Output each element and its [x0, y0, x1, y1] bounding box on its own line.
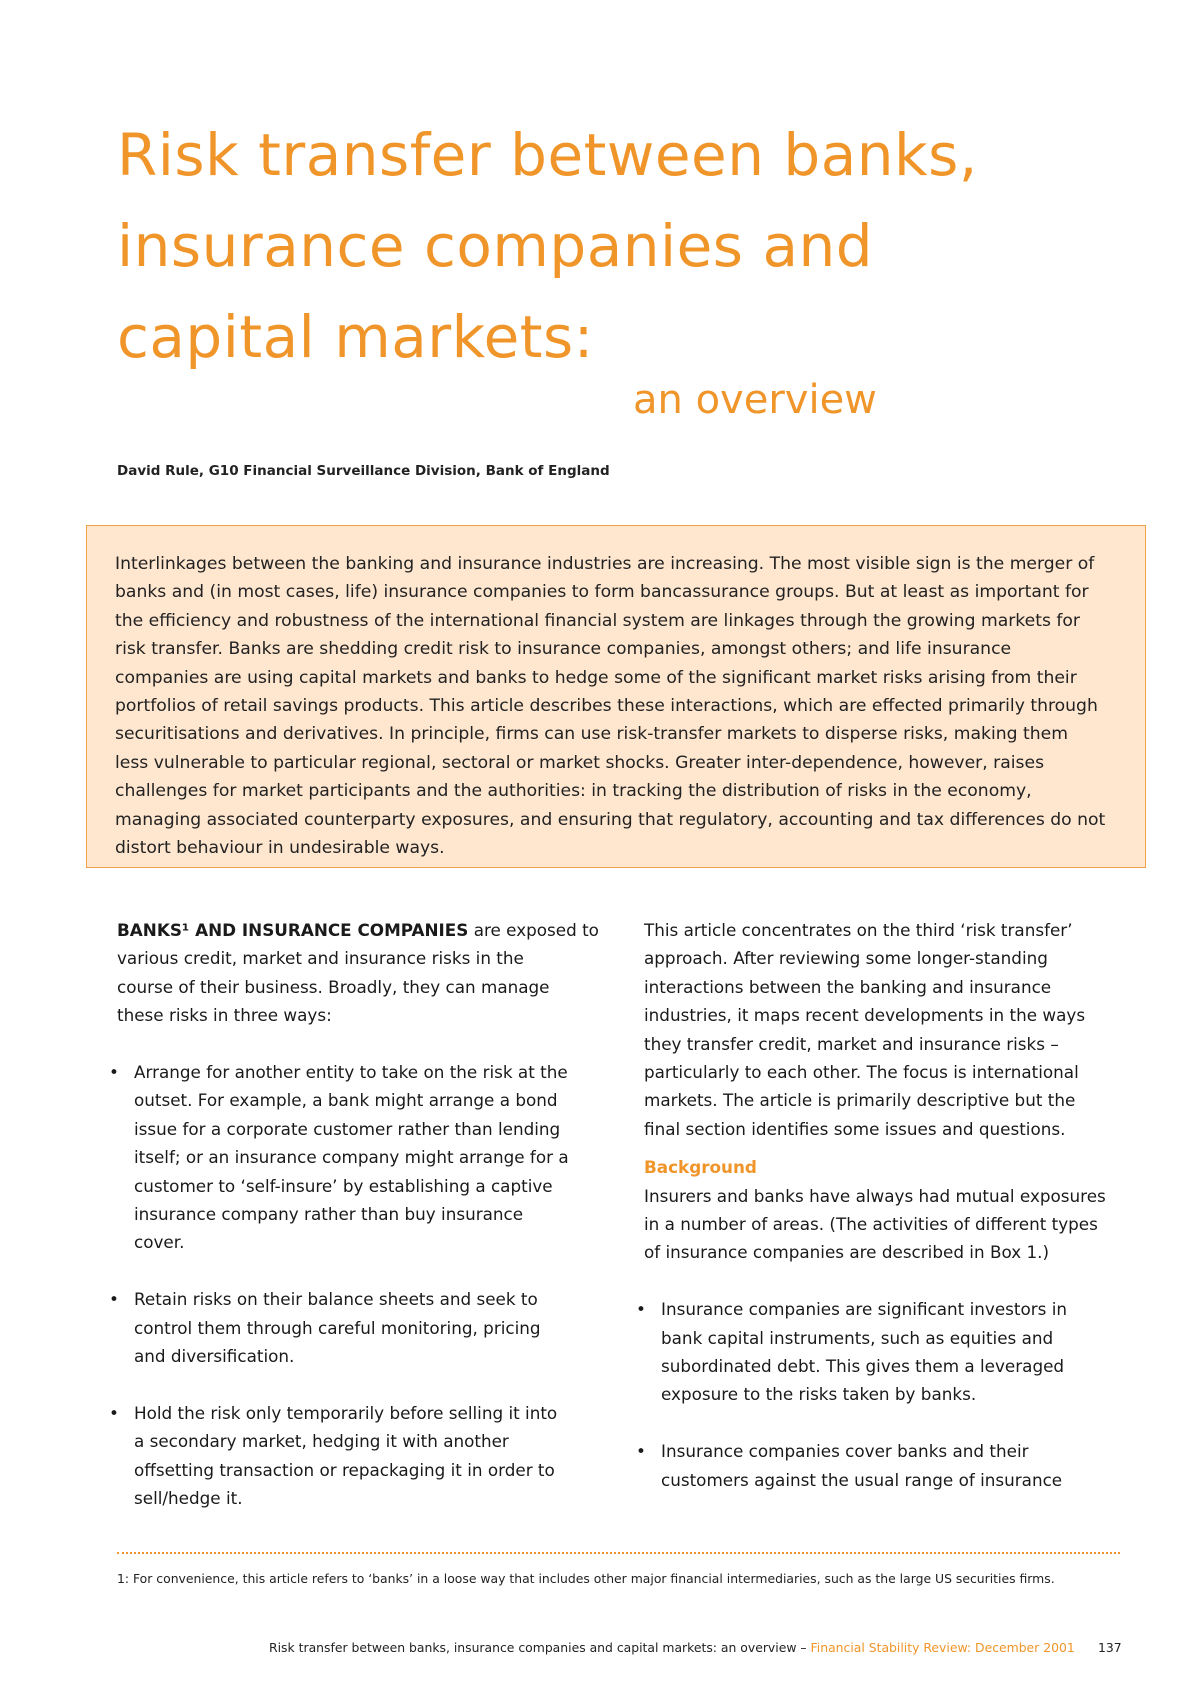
bullet-icon: •: [636, 1441, 646, 1462]
text-line: of insurance companies are described in Box 1.): [644, 1242, 1050, 1263]
bullet-item: [109, 1285, 597, 1370]
bullet-icon: •: [109, 1289, 119, 1310]
bullet-icon: •: [636, 1299, 646, 1320]
page-number: 137: [1098, 1640, 1122, 1655]
abstract-line: managing associated counterparty exposures, and ensuring that regulatory, accounting and tax differences do not: [115, 809, 1106, 830]
text-line: This article concentrates on the third ‘risk transfer’: [644, 920, 1073, 940]
text-line: sell/hedge it.: [134, 1488, 243, 1509]
text-line: Insurance companies are significant investors in: [661, 1299, 1068, 1320]
text-line: industries, it maps recent developments in the ways: [644, 1005, 1086, 1026]
text-line: Insurance companies cover banks and their: [661, 1441, 1029, 1462]
text-line: Hold the risk only temporarily before selling it into: [134, 1402, 558, 1423]
text-line: Insurers and banks have always had mutual exposures: [644, 1185, 1106, 1206]
text-line: Arrange for another entity to take on the risk at the: [134, 1062, 568, 1083]
bullet-icon: •: [109, 1402, 119, 1423]
footnote: 1: For convenience, this article refers to ‘banks’ in a loose way that includes other major financial intermediaries, such as the large US securities firms.: [117, 1571, 1055, 1586]
text-line: interactions between the banking and insurance: [644, 976, 1052, 997]
footnote-divider: [117, 1552, 1120, 1554]
bullet-item: [636, 1437, 1124, 1494]
article-subtitle: an overview: [633, 377, 877, 423]
abstract-line: risk transfer. Banks are shedding credit risk to insurance companies, amongst others; and life insurance: [115, 639, 1012, 660]
section-heading: Background: [644, 1157, 757, 1178]
text-line: approach. After reviewing some longer-standing: [644, 948, 1048, 969]
bullet-item: [636, 1295, 1124, 1409]
text-line: Retain risks on their balance sheets and seek to: [134, 1289, 538, 1310]
text-line: offsetting transaction or repackaging it in order to: [134, 1459, 555, 1480]
page-footer: [269, 1640, 1075, 1655]
text-line: insurance company rather than buy insurance: [134, 1204, 524, 1225]
text-line: various credit, market and insurance risks in the: [117, 948, 524, 969]
author-line: David Rule, G10 Financial Surveillance Division, Bank of England: [117, 463, 610, 479]
abstract-line: challenges for market participants and the authorities: in tracking the distribution of risks in the economy,: [115, 781, 1032, 802]
text-line: in a number of areas. (The activities of different types: [644, 1214, 1098, 1235]
abstract-box: [86, 525, 1146, 868]
text-line: issue for a corporate customer rather than lending: [134, 1118, 561, 1139]
text-line: particularly to each other. The focus is international: [644, 1062, 1079, 1083]
title-line: insurance companies and: [117, 212, 874, 280]
abstract-line: Interlinkages between the banking and insurance industries are increasing. The most visible sign is the merger of: [115, 554, 1095, 574]
running-title: Risk transfer between banks, insurance companies and capital markets: an overview –: [269, 1640, 811, 1655]
abstract-line: distort behaviour in undesirable ways.: [115, 838, 445, 859]
right-column: [636, 916, 1124, 1494]
text-line: exposure to the risks taken by banks.: [661, 1384, 977, 1405]
abstract-line: less vulnerable to particular regional, sectoral or market shocks. Greater inter-dependence, however, raises: [115, 752, 1045, 773]
text-line: customer to ‘self-insure’ by establishing a captive: [134, 1175, 553, 1196]
text-line: markets. The article is primarily descriptive but the: [644, 1090, 1076, 1111]
text-line: outset. For example, a bank might arrange a bond: [134, 1090, 558, 1111]
text-line: control them through careful monitoring, pricing: [134, 1317, 541, 1338]
abstract-line: securitisations and derivatives. In principle, firms can use risk-transfer markets to disperse risks, making them: [115, 724, 1068, 745]
title-line: capital markets:: [117, 303, 594, 371]
left-column: [109, 916, 599, 1512]
abstract-line: companies are using capital markets and banks to hedge some of the significant market risks arising from their: [115, 667, 1077, 688]
bullet-icon: •: [109, 1062, 119, 1083]
text-line: itself; or an insurance company might arrange for a: [134, 1147, 569, 1168]
text-line: course of their business. Broadly, they can manage: [117, 976, 550, 997]
abstract-line: the efficiency and robustness of the international financial system are linkages through the growing markets for: [115, 610, 1080, 631]
text-line: a secondary market, hedging it with another: [134, 1431, 509, 1452]
bullet-item: [109, 1399, 597, 1513]
text-line: bank capital instruments, such as equities and: [661, 1327, 1054, 1348]
intro-first-line: [117, 916, 597, 944]
intro-first-rest: are exposed to: [468, 920, 599, 940]
text-line: they transfer credit, market and insurance risks –: [644, 1033, 1059, 1054]
bullet-item: [109, 1058, 597, 1257]
text-line: these risks in three ways:: [117, 1005, 332, 1026]
article-title: [117, 110, 1077, 383]
title-line: Risk transfer between banks,: [117, 121, 978, 189]
text-line: final section identifies some issues and questions.: [644, 1118, 1066, 1139]
text-line: subordinated debt. This gives them a leveraged: [661, 1356, 1065, 1377]
text-line: customers against the usual range of insurance: [661, 1469, 1063, 1490]
lead-in: BANKS¹ AND INSURANCE COMPANIES: [117, 920, 469, 940]
abstract-line: banks and (in most cases, life) insurance companies to form bancassurance groups. But at least as important for: [115, 582, 1089, 603]
text-line: cover.: [134, 1232, 185, 1253]
abstract-line: portfolios of retail savings products. This article describes these interactions, which are effected primarily through: [115, 696, 1098, 717]
journal-name: Financial Stability Review: December 2001: [810, 1640, 1075, 1655]
text-line: and diversification.: [134, 1346, 295, 1367]
